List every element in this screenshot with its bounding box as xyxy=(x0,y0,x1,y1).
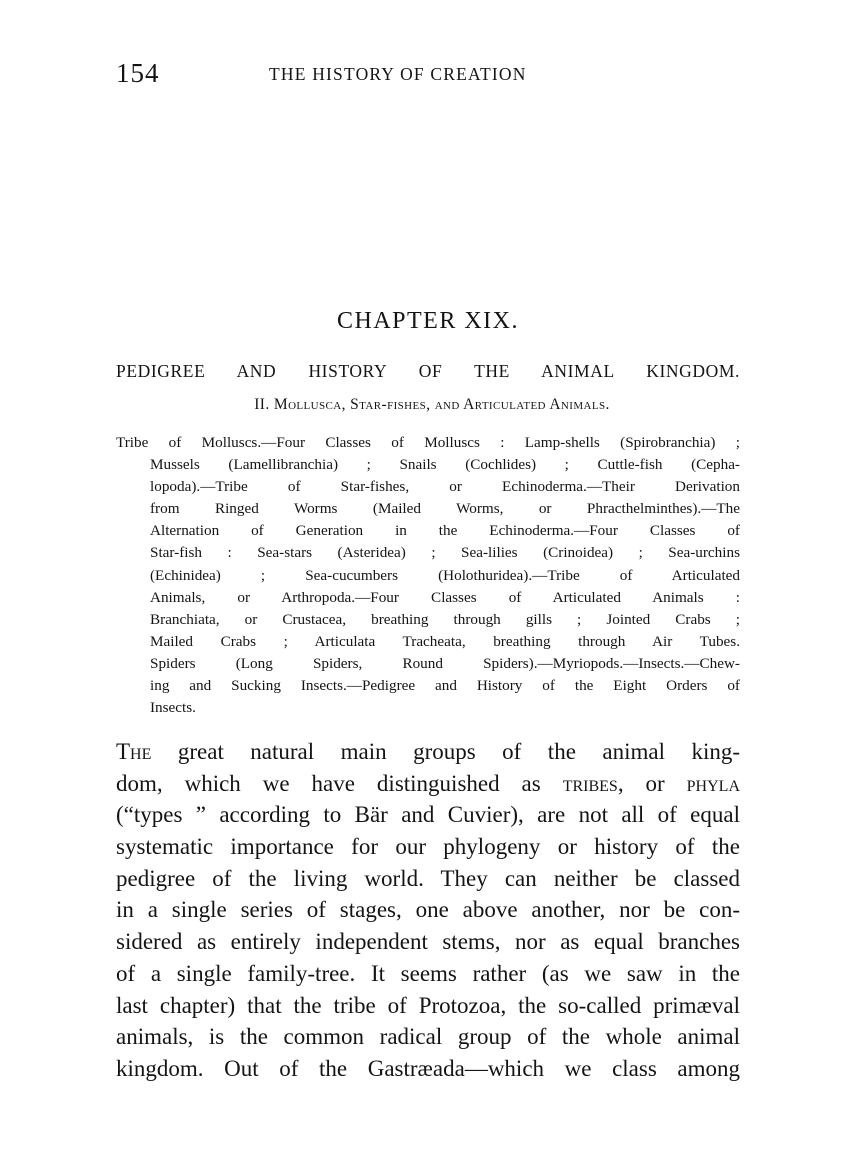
chapter-title: CHAPTER XIX. xyxy=(336,308,519,334)
body-line: (“types ” according to Bär and Cuvier), are not all of equal xyxy=(116,802,740,828)
summary-line: Tribe of Molluscs.—Four Classes of Molluscs : Lamp-shells (Spirobranchia) ; xyxy=(116,434,740,451)
running-head xyxy=(116,58,744,92)
summary-line: Star-fish : Sea-stars (Asteridea) ; Sea-lilies (Crinoidea) ; Sea-urchins xyxy=(150,544,740,562)
body-line: sidered as entirely independent stems, nor as equal branches xyxy=(116,929,740,955)
chapter-summary xyxy=(116,432,740,719)
term-phyla: phyla xyxy=(686,770,740,796)
summary-line: Animals, or Arthropoda.—Four Classes of Articulated Animals : xyxy=(150,588,740,606)
running-title: THE HISTORY OF CREATION xyxy=(269,64,527,84)
body-line: of a single family-tree. It seems rather (as we saw in the xyxy=(116,960,740,986)
body-line: pedigree of the living world. They can neither be classed xyxy=(116,865,740,891)
body-line-text: great natural main groups of the animal king- xyxy=(151,739,740,764)
body-line-text: , or xyxy=(617,770,687,796)
summary-line: Alternation of Generation in the Echinoderma.—Four Classes of xyxy=(150,522,740,540)
summary-line: from Ringed Worms (Mailed Worms, or Phracthelminthes).—The xyxy=(150,500,740,518)
body-line: systematic importance for our phylogeny or history of the xyxy=(116,834,740,860)
body-line: in a single series of stages, one above another, nor be con- xyxy=(116,897,740,923)
page-number: 154 xyxy=(116,58,160,88)
summary-line: Insects. xyxy=(150,699,196,717)
summary-line: Mailed Crabs ; Articulata Tracheata, breathing through Air Tubes. xyxy=(150,632,740,650)
body-line: last chapter) that the tribe of Protozoa, the so-called primæval xyxy=(116,992,740,1018)
summary-line: Branchiata, or Crustacea, breathing through gills ; Jointed Crabs ; xyxy=(150,610,740,628)
summary-line: ing and Sucking Insects.—Pedigree and History of the Eight Orders of xyxy=(150,677,740,695)
summary-line: Mussels (Lamellibranchia) ; Snails (Cochlides) ; Cuttle-fish (Cepha- xyxy=(150,456,740,474)
body-line xyxy=(116,736,740,768)
body-line-text: dom, which we have distinguished as xyxy=(116,770,563,796)
body-line: kingdom. Out of the Gastræada—which we class among xyxy=(116,1055,740,1081)
summary-line: (Echinidea) ; Sea-cucumbers (Holothuridea).—Tribe of Articulated xyxy=(150,566,740,584)
chapter-subtitle: PEDIGREE AND HISTORY OF THE ANIMAL KINGDOM. xyxy=(116,361,740,381)
body-line: animals, is the common radical group of the whole animal xyxy=(116,1024,740,1050)
term-tribes: tribes xyxy=(562,770,618,796)
body-line xyxy=(116,768,740,800)
summary-line: Spiders (Long Spiders, Round Spiders).—Myriopods.—Insects.—Chew- xyxy=(150,654,740,672)
summary-line: lopoda).—Tribe of Star-fishes, or Echinoderma.—Their Derivation xyxy=(150,478,740,496)
body-paragraph xyxy=(116,736,740,1085)
chapter-section-title: II. Mollusca, Star-fishes, and Articulated Animals. xyxy=(254,396,610,413)
opening-word: The xyxy=(116,739,152,764)
